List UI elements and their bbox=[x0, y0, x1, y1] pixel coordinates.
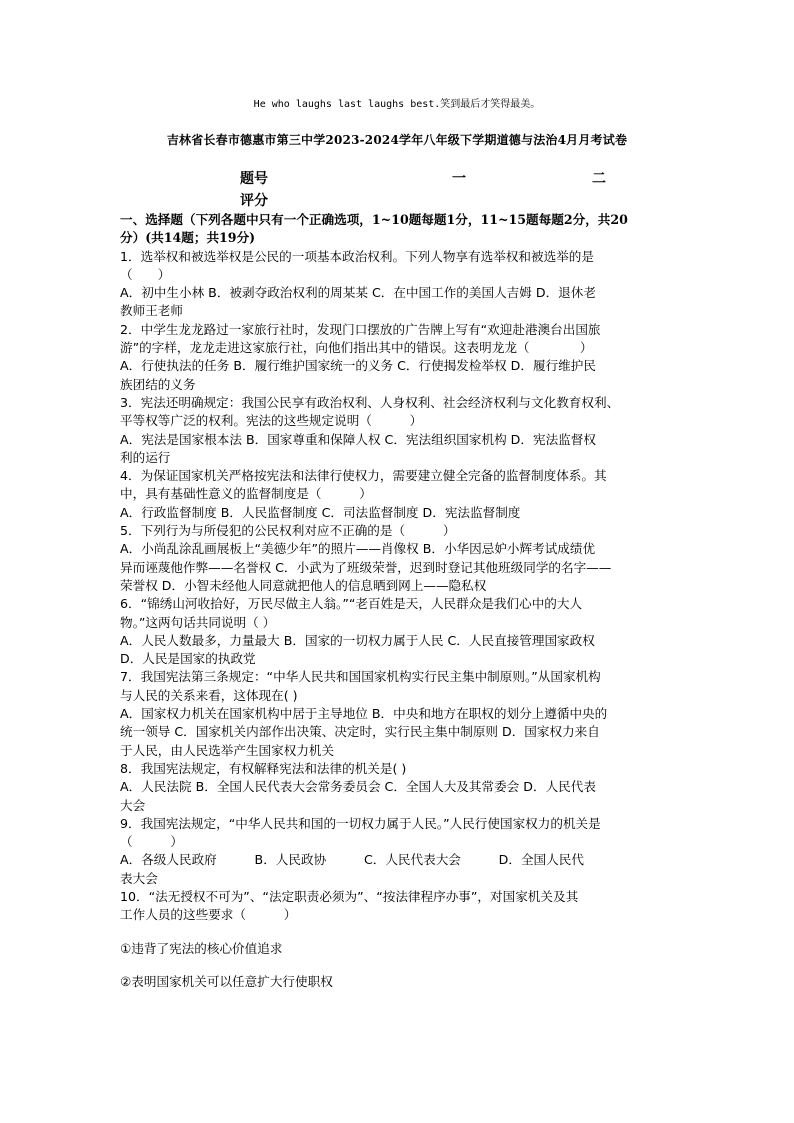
question-options: A．各级人民政府 B．人民政协 C．人民代表大会 D．全国人民代 bbox=[120, 852, 584, 868]
question-text: 8．我国宪法规定，有权解释宪法和法律的机关是( ) bbox=[120, 760, 407, 776]
header-motto: He who laughs last laughs best.笑到最后才笑得最美。 bbox=[253, 99, 541, 110]
question-options: A．国家权力机关在国家机构中居于主导地位 B．中央和地方在职权的划分上遵循中央的 bbox=[120, 706, 608, 722]
question-text: 4．为保证国家机关严格按宪法和法律行使权力，需要建立健全完备的监督制度体系。其 bbox=[120, 468, 607, 484]
question-content bbox=[120, 211, 675, 991]
question-text: 游”的字样，龙龙走进这家旅行社，向他们指出其中的错误。这表明龙龙（ ） bbox=[120, 340, 593, 356]
question-options: 荣誉权 D．小智未经他人同意就把他人的信息晒到网上——隐私权 bbox=[120, 577, 487, 593]
score-col-1: 一 bbox=[452, 171, 466, 187]
question-text: 3．宪法还明确规定：我国公民享有政治权利、人身权利、社会经济权利与文化教育权利、 bbox=[120, 394, 620, 410]
question-text: 9．我国宪法规定，“中华人民共和国的一切权力属于人民。”人民行使国家权力的机关是 bbox=[120, 815, 601, 831]
question-options: D．人民是国家的执政党 bbox=[120, 651, 256, 667]
question-text: 中，具有基础性意义的监督制度是（ ） bbox=[120, 486, 372, 502]
question-options: A．行政监督制度 B．人民监督制度 C．司法监督制度 D．宪法监督制度 bbox=[120, 504, 521, 520]
score-label-score: 评分 bbox=[240, 193, 268, 209]
section-heading: 一、选择题（下列各题中只有一个正确选项，1~10题每题1分，11~15题每题2分，共20 bbox=[120, 212, 628, 227]
question-options: A．人民人数最多，力量最大 B．国家的一切权力属于人民 C．人民直接管理国家政权 bbox=[120, 632, 595, 648]
statement-option-2: ②表明国家机关可以任意扩大行使职权 bbox=[120, 973, 333, 989]
question-options: A．宪法是国家根本法 B．国家尊重和保障人权 C．宪法组织国家机构 D．宪法监督权 bbox=[120, 431, 596, 447]
question-options: 利的运行 bbox=[120, 449, 171, 465]
question-options: A．行使执法的任务 B．履行维护国家统一的义务 C．行使揭发检举权 D．履行维护民 bbox=[120, 358, 596, 374]
exam-title: 吉林省长春市德惠市第三中学2023-2024学年八年级下学期道德与法治4月月考试卷 bbox=[166, 133, 628, 147]
section-heading-cont: 分）(共14题；共19分) bbox=[120, 230, 256, 246]
question-text: （ ） bbox=[120, 266, 171, 282]
score-label-number: 题号 bbox=[240, 171, 268, 187]
question-text: 5．下列行为与所侵犯的公民权利对应不正确的是（ ） bbox=[120, 523, 456, 539]
question-text: （ ） bbox=[120, 834, 183, 850]
question-text: 7．我国宪法第三条规定：“中华人民共和国国家机构实行民主集中制原则。”从国家机构 bbox=[120, 669, 601, 685]
question-options: 统一领导 C．国家机关内部作出决策、决定时，实行民主集中制原则 D．国家权力来自 bbox=[120, 724, 600, 740]
question-text: 6．“锦绣山河收拾好，万民尽做主人翁。”“老百姓是天，人民群众是我们心中的大人 bbox=[120, 596, 583, 612]
question-text: 2．中学生龙龙路过一家旅行社时，发现门口摆放的广告牌上写有“欢迎赴港澳台出国旅 bbox=[120, 321, 601, 337]
question-text: 与人民的关系来看，这体现在( ) bbox=[120, 687, 298, 703]
question-text: 1．选举权和被选举权是公民的一项基本政治权利。下列人物享有选举权和被选举的是 bbox=[120, 248, 594, 264]
question-options: 族团结的义务 bbox=[120, 376, 196, 392]
question-options: A．初中生小林 B．被剥夺政治权利的周某某 C．在中国工作的美国人吉姆 D．退休老 bbox=[120, 285, 596, 301]
question-text: 10．“法无授权不可为”、“法定职责必须为”、“按法律程序办事”，对国家机关及其 bbox=[120, 888, 579, 904]
score-table-header-row bbox=[240, 168, 640, 188]
question-options: 表大会 bbox=[120, 870, 158, 886]
question-options: 大会 bbox=[120, 797, 146, 813]
question-options: 教师王老师 bbox=[120, 303, 183, 319]
score-col-2: 二 bbox=[592, 171, 606, 187]
statement-option-1: ①违背了宪法的核心价值追求 bbox=[120, 940, 283, 956]
question-text: 平等权等广泛的权利。宪法的这些规定说明（ ） bbox=[120, 413, 423, 429]
question-options: A．人民法院 B．全国人民代表大会常务委员会 C．全国人大及其常委会 D．人民代表 bbox=[120, 779, 596, 795]
question-text: 工作人员的这些要求（ ） bbox=[120, 907, 297, 923]
question-text: 物。”这两句话共同说明（ ） bbox=[120, 614, 276, 630]
question-options: 于人民，由人民选举产生国家权力机关 bbox=[120, 742, 335, 758]
question-options: 异而诬蔑他作弊——名誉权 C．小武为了班级荣誉，迟到时登记其他班级同学的名字—— bbox=[120, 559, 612, 575]
question-options: A．小尚乱涂乱画展板上“美德少年”的照片——肖像权 B．小华因忌妒小辉考试成绩优 bbox=[120, 541, 596, 557]
